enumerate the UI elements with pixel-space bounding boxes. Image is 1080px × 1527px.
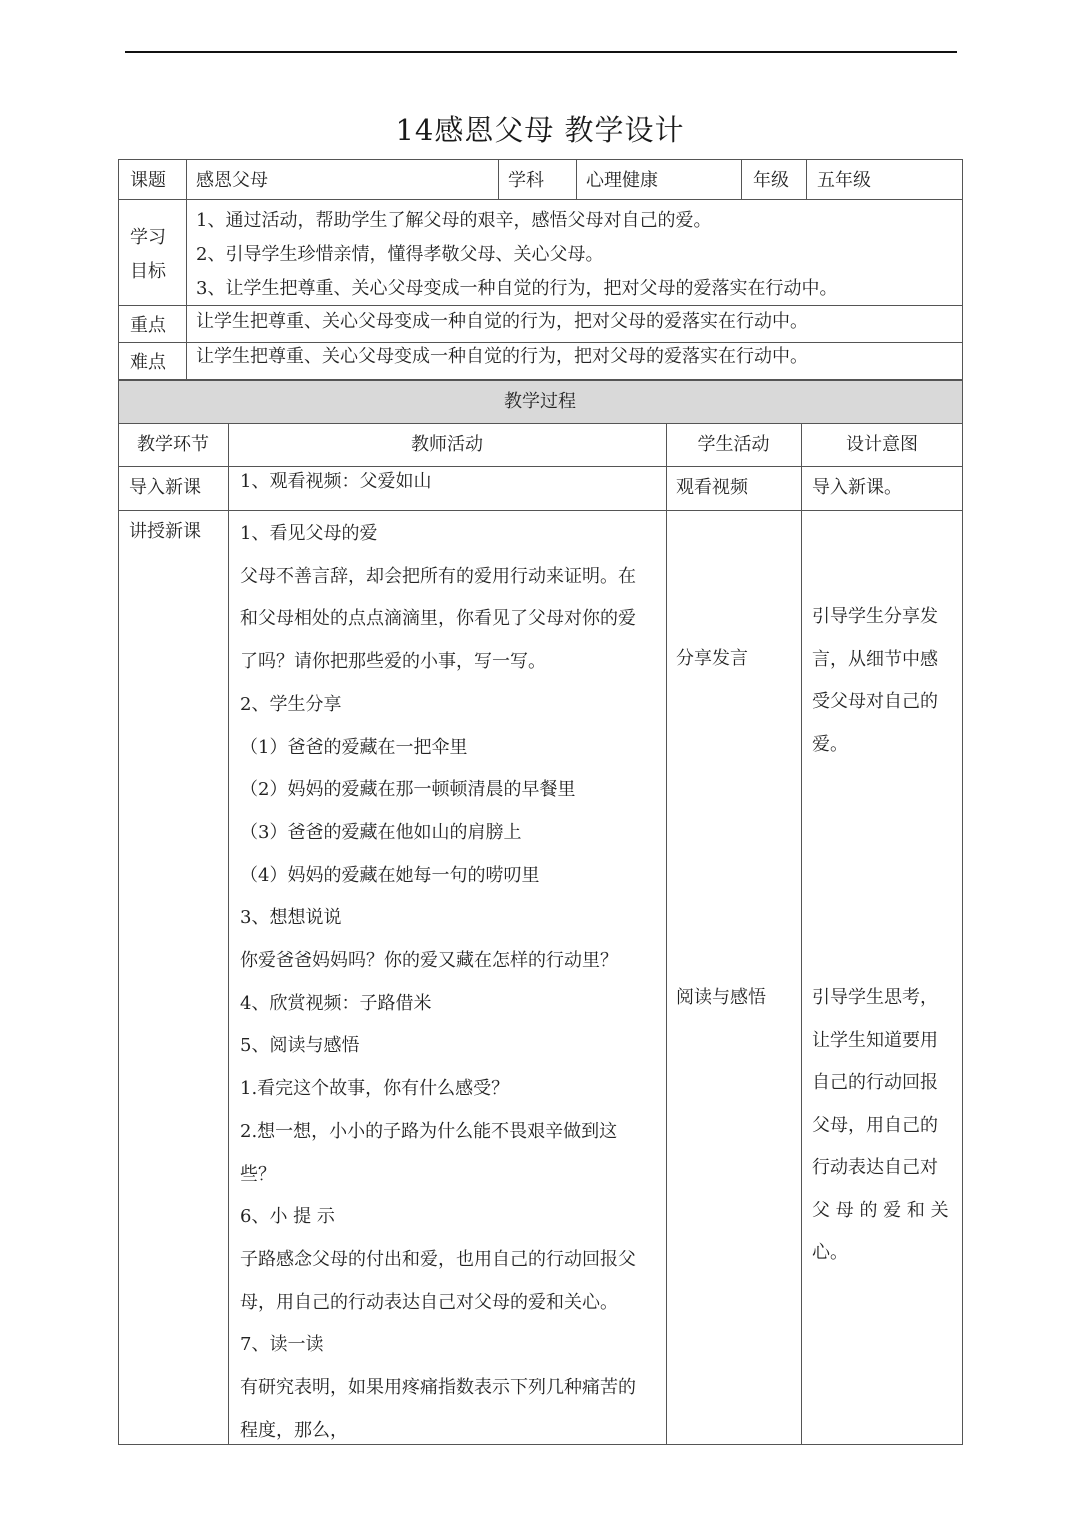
- teacher-line: （3）爸爸的爱藏在他如山的肩膀上: [240, 821, 522, 843]
- intent-line: 受父母对自己的: [812, 691, 938, 712]
- teacher-line: 2.想一想，小小的子路为什么能不畏艰辛做到这: [240, 1120, 618, 1142]
- column-header-teacher: 教师活动: [411, 434, 483, 455]
- process-col-divider: [228, 423, 229, 1445]
- teacher-line: 有研究表明，如果用疼痛指数表示下列几种痛苦的: [240, 1377, 636, 1399]
- info-row-divider: [118, 342, 963, 343]
- teacher-line: 6、小 提 示: [240, 1206, 335, 1228]
- intro-intent: 导入新课。: [812, 477, 902, 498]
- intro-stage: 导入新课: [129, 477, 201, 498]
- teacher-line: 1、看见父母的爱: [240, 523, 378, 544]
- teacher-line: 2、学生分享: [240, 693, 342, 715]
- header-rule: [125, 51, 957, 53]
- info-col-divider: [498, 159, 499, 199]
- document-title: 14感恩父母 教学设计: [395, 113, 685, 147]
- student-activity: 阅读与感悟: [676, 987, 766, 1008]
- intent-line: 行动表达自己对: [812, 1157, 938, 1178]
- intent-line: 引导学生思考，: [812, 987, 938, 1008]
- column-header-stage: 教学环节: [137, 434, 209, 455]
- intent-line: 父母，用自己的: [812, 1114, 938, 1136]
- teacher-activity: [240, 513, 664, 1452]
- teacher-line: 7、读一读: [240, 1334, 324, 1356]
- process-col-divider: [801, 423, 802, 1445]
- teacher-line: 5、阅读与感悟: [240, 1035, 360, 1057]
- teacher-line: 1.看完这个故事，你有什么感受？: [240, 1078, 510, 1100]
- subject-value: 心理健康: [586, 170, 658, 191]
- design-intent: [812, 596, 958, 766]
- teacher-line: （4）妈妈的爱藏在她每一句的唠叨里: [240, 864, 540, 886]
- intent-line: 心。: [812, 1242, 848, 1263]
- design-intent: [812, 977, 958, 1275]
- intent-line: 爱。: [812, 733, 848, 755]
- teacher-line: 3、想想说说: [240, 907, 342, 929]
- teacher-line: 了吗？请你把那些爱的小事，写一写。: [240, 651, 546, 673]
- teacher-line: 和父母相处的点点滴滴里，你看见了父母对你的爱: [240, 608, 636, 630]
- key-point-text: 让学生把尊重、关心父母变成一种自觉的行为，把对父母的爱落实在行动中。: [196, 311, 808, 332]
- teacher-line: （2）妈妈的爱藏在那一顿顿清晨的早餐里: [240, 779, 576, 801]
- info-row-divider: [118, 305, 963, 306]
- teacher-line: 子路感念父母的付出和爱，也用自己的行动回报父: [240, 1248, 636, 1270]
- column-header-intent: 设计意图: [846, 434, 918, 455]
- difficulty-text: 让学生把尊重、关心父母变成一种自觉的行为，把对父母的爱落实在行动中。: [196, 346, 808, 367]
- process-header: 教学过程: [504, 391, 576, 412]
- topic-value: 感恩父母: [196, 170, 268, 191]
- goal-item: 3、让学生把尊重、关心父母变成一种自觉的行为，把对父母的爱落实在行动中。: [196, 278, 838, 299]
- info-col-divider: [741, 159, 742, 199]
- student-activity: 分享发言: [676, 648, 748, 669]
- intent-line: 父 母 的 爱 和 关: [812, 1199, 949, 1221]
- info-col-divider: [806, 159, 807, 199]
- goals-label: 学习: [130, 227, 166, 248]
- goal-item: 1、通过活动，帮助学生了解父母的艰辛，感悟父母对自己的爱。: [196, 210, 712, 231]
- info-col-divider: [186, 159, 187, 380]
- grade-value: 五年级: [817, 170, 871, 191]
- teacher-line: 程度，那么，: [240, 1419, 348, 1441]
- process-row-divider: [118, 423, 963, 424]
- process-col-divider: [666, 423, 667, 1445]
- intro-teacher: 1、观看视频：父爱如山: [240, 471, 432, 492]
- difficulty-label: 难点: [130, 352, 166, 373]
- info-col-divider: [576, 159, 577, 199]
- intent-line: 让学生知道要用: [812, 1029, 938, 1051]
- intro-student: 观看视频: [676, 477, 748, 498]
- goal-item: 2、引导学生珍惜亲情，懂得孝敬父母、关心父母。: [196, 244, 604, 265]
- subject-label: 学科: [508, 170, 544, 191]
- grade-label: 年级: [753, 170, 789, 191]
- teacher-line: （1）爸爸的爱藏在一把伞里: [240, 736, 468, 758]
- key-point-label: 重点: [130, 315, 166, 336]
- teacher-line: 些？: [240, 1163, 276, 1185]
- teacher-line: 母，用自己的行动表达自己对父母的爱和关心。: [240, 1291, 618, 1313]
- process-row-divider: [118, 466, 963, 467]
- column-header-student: 学生活动: [697, 434, 770, 455]
- intent-line: 自己的行动回报: [812, 1072, 938, 1093]
- info-row-divider: [118, 199, 963, 200]
- teacher-line: 父母不善言辞，却会把所有的爱用行动来证明。在: [240, 565, 636, 587]
- teacher-line: 4、欣赏视频：子路借米: [240, 992, 432, 1014]
- intent-line: 引导学生分享发: [812, 606, 938, 627]
- goals-label: 目标: [130, 261, 166, 282]
- intent-line: 言，从细节中感: [812, 648, 938, 670]
- teacher-line: 你爱爸爸妈妈吗？你的爱又藏在怎样的行动里？: [240, 950, 618, 972]
- topic-label: 课题: [130, 170, 166, 191]
- process-row-divider: [118, 510, 963, 511]
- main-stage: 讲授新课: [129, 521, 201, 542]
